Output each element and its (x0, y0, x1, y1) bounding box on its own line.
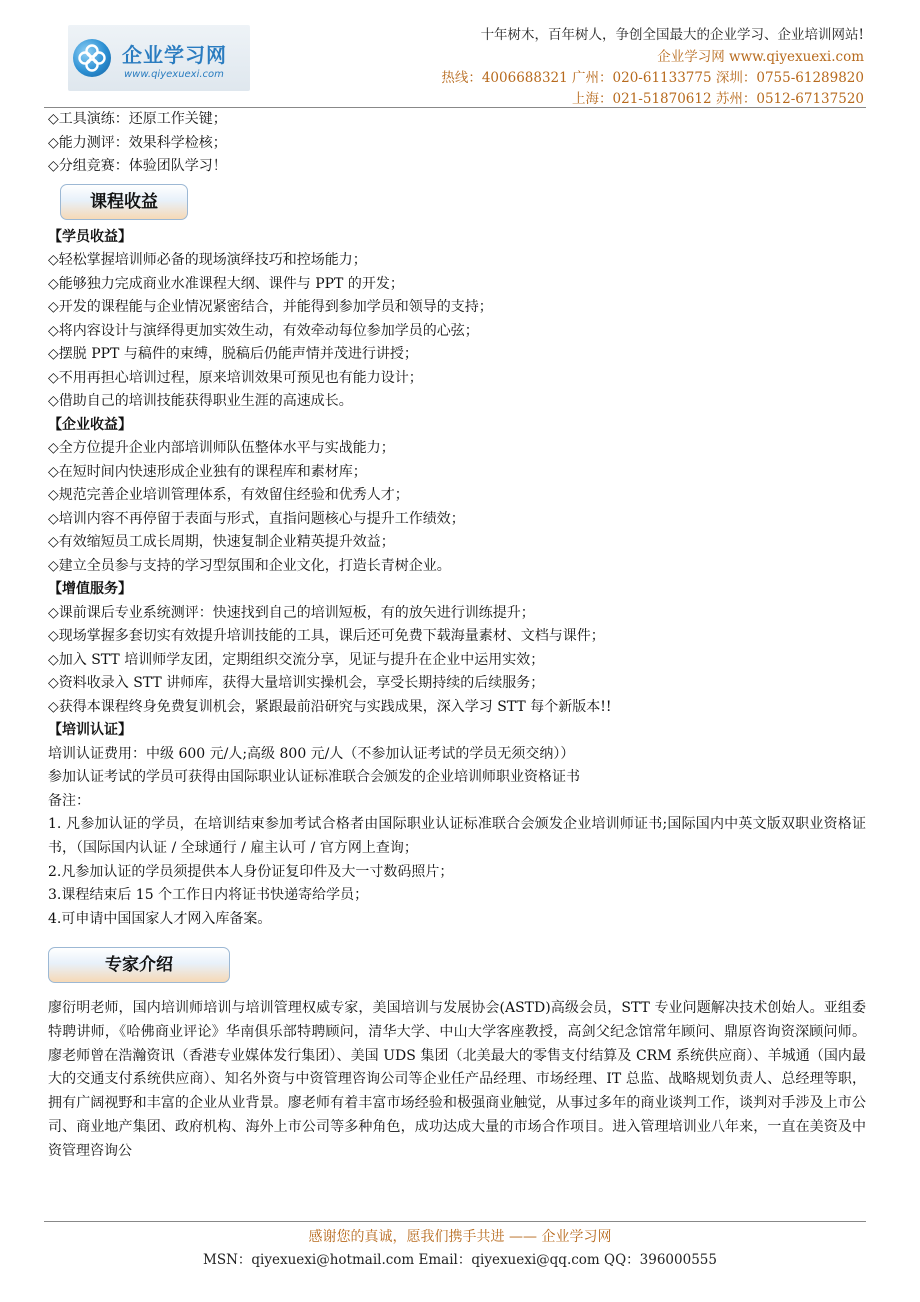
list-item: ◇现场掌握多套切实有效提升培训技能的工具，课后还可免费下载海量素材、文档与课件； (48, 628, 605, 644)
list-item: ◇将内容设计与演绎得更加实效生动，有效牵动每位参加学员的心弦； (48, 322, 479, 339)
list-item: ◇培训内容不再停留于表面与形式，直指问题核心与提升工作绩效； (48, 510, 465, 527)
cert-note: 3.课程结束后 15 个工作日内将证书快递寄给学员； (48, 887, 369, 904)
footer-divider (44, 1221, 866, 1222)
cert-line: 参加认证考试的学员可获得由国际职业认证标准联合会颁发的企业培训师职业资格证书 (48, 769, 580, 785)
student-benefits-heading: 【学员收益】 (48, 228, 132, 245)
header-city-phones: 上海：021-51870612 苏州：0512-67137520 (572, 91, 864, 107)
list-item: ◇加入 STT 培训师学友团，定期组织交流分享，见证与提升在企业中运用实效； (48, 651, 545, 668)
footer-thanks: 感谢您的真诚，愿我们携手共进 —— 企业学习网 (308, 1229, 612, 1245)
logo-url: www.qiyexuexi.com (124, 69, 224, 80)
cert-note: 1. 凡参加认证的学员，在培训结束参加考试合格者由国际职业认证标准联合会颁发企业培训师证书;国际国内中英文版双职业资格证书，（国际国内认证 / 全球通行 / 雇主认可 / 官方网上查询； (48, 816, 866, 856)
list-item: ◇规范完善企业培训管理体系，有效留住经验和优秀人才； (48, 487, 409, 503)
footer-contact: MSN：qiyexuexi@hotmail.com Email：qiyexuexi@qq.com QQ：396000555 (203, 1252, 717, 1268)
header-hotline: 热线：4006688321 广州：020-61133775 深圳：0755-61289820 (441, 70, 864, 86)
list-item: ◇摆脱 PPT 与稿件的束缚，脱稿后仍能声情并茂进行讲授； (48, 346, 418, 362)
intro-line: ◇分组竞赛：体验团队学习！ (48, 158, 227, 174)
company-benefits-heading: 【企业收益】 (48, 416, 132, 433)
list-item: ◇不用再担心培训过程，原来培训效果可预见也有能力设计； (48, 369, 423, 386)
logo-mark-icon (73, 39, 111, 77)
header-site-link[interactable]: 企业学习网 www.qiyexuexi.com (657, 49, 864, 65)
list-item: ◇全方位提升企业内部培训师队伍整体水平与实战能力； (48, 440, 395, 456)
header-slogan: 十年树木，百年树人，争创全国最大的企业学习、企业培训网站! (480, 27, 864, 43)
section-tag-expert-intro: 专家介绍 (48, 947, 230, 983)
list-item: ◇在短时间内快速形成企业独有的课程库和素材库； (48, 463, 367, 480)
list-item: ◇开发的课程能与企业情况紧密结合，并能得到参加学员和领导的支持； (48, 299, 493, 315)
cert-line: 培训认证费用：中级 600 元/人;高级 800 元/人（不参加认证考试的学员无须交纳）） (48, 745, 575, 762)
list-item: ◇轻松掌握培训师必备的现场演绎技巧和控场能力； (48, 252, 367, 268)
cert-note: 4.可申请中国国家人才网入库备案。 (48, 910, 272, 927)
intro-line: ◇能力测评：效果科学检核； (48, 134, 227, 151)
intro-line: ◇工具演练：还原工作关键； (48, 111, 227, 127)
list-item: ◇资料收录入 STT 讲师库，获得大量培训实操机会，享受长期持续的后续服务； (48, 675, 545, 691)
expert-bio: 廖衍明老师，国内培训师培训与培训管理权威专家，美国培训与发展协会(ASTD)高级会员，STT 专业问题解决技术创始人。亚组委特聘讲师，《哈佛商业评论》华南俱乐部特聘顾问，清华大学、中山大学客座教授，高剑父纪念馆常年顾问、鼎原咨询资深顾问师。廖老师曾在浩瀚资讯（香港专业媒体发行集团）、美国 UDS 集团（北美最大的零售支付结算及 CRM 系统供应商）、羊城通（国内最大的交通支付系统供应商）、知名外资与中资管理咨询公司等企业任产品经理、市场经理、IT 总监、战略规划负责人、总经理等职，拥有广阔视野和丰富的企业从业背景。廖老师有着丰富市场经验和极强商业触觉，从事过多年的商业谈判工作，谈判对手涉及上市公司、商业地产集团、政府机构、海外上市公司等多种角色，成功达成大量的市场合作项目。进入管理培训业八年来，一直在美资及中资管理咨询公 (48, 1000, 866, 1159)
list-item: ◇获得本课程终身免费复训机会，紧跟最前沿研究与实践成果，深入学习 STT 每个新版本!! (48, 698, 612, 715)
document-body (48, 108, 866, 1164)
list-item: ◇课前课后专业系统测评：快速找到自己的培训短板，有的放矢进行训练提升； (48, 604, 535, 621)
page-header (0, 0, 920, 108)
value-services-heading: 【增值服务】 (48, 581, 132, 597)
list-item: ◇建立全员参与支持的学习型氛围和企业文化，打造长青树企业。 (48, 557, 451, 574)
logo-title: 企业学习网 (122, 43, 227, 67)
cert-note: 2.凡参加认证的学员须提供本人身份证复印件及大一寸数码照片； (48, 863, 454, 880)
certification-heading: 【培训认证】 (48, 722, 132, 738)
list-item: ◇借助自己的培训技能获得职业生涯的高速成长。 (48, 393, 353, 409)
cert-line: 备注： (48, 792, 90, 809)
list-item: ◇能够独力完成商业水准课程大纲、课件与 PPT 的开发； (48, 275, 404, 292)
section-tag-course-benefits: 课程收益 (60, 184, 188, 220)
site-logo[interactable] (68, 25, 250, 91)
list-item: ◇有效缩短员工成长周期，快速复制企业精英提升效益； (48, 534, 395, 550)
